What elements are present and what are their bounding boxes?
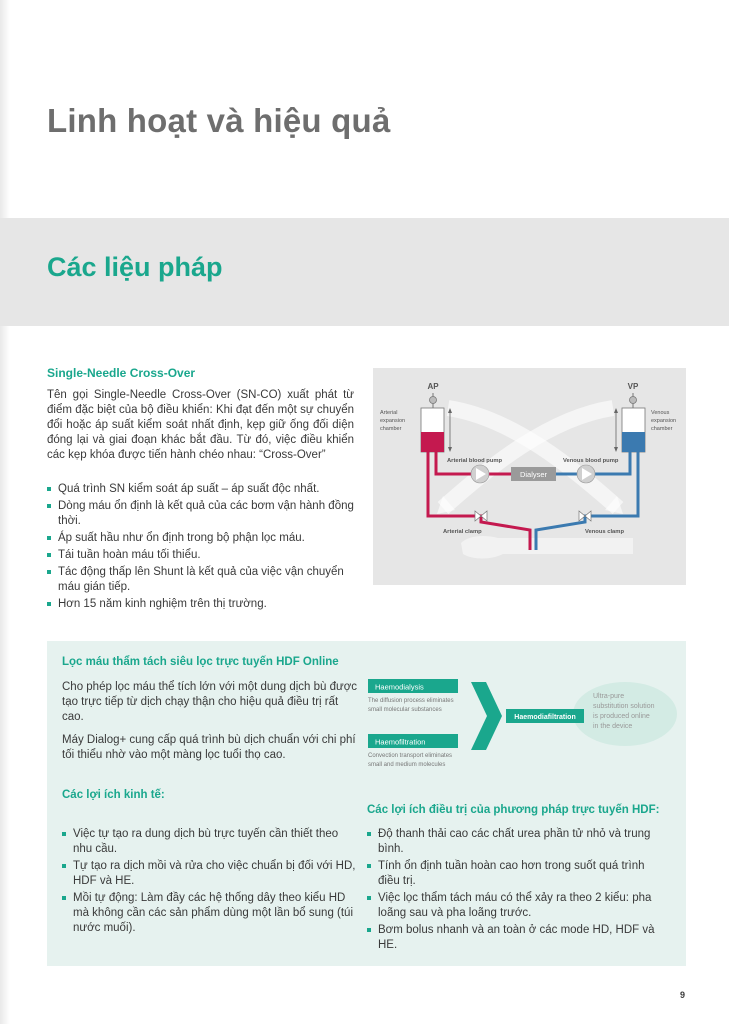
clinical-benefits-title: Các lợi ích điều trị của phương pháp trực tuyến HDF: bbox=[367, 804, 660, 816]
bullet-text: Bơm bolus nhanh và an toàn ở các mode HD, HDF và HE. bbox=[378, 924, 655, 951]
venous-chamber-fill bbox=[622, 432, 645, 452]
arterial-clamp-label: Arterial clamp bbox=[443, 529, 482, 535]
ap-gauge-icon bbox=[430, 397, 437, 404]
bullet-text: Mồi tự động: Làm đầy các hệ thống dây theo kiểu HD mà không cần các sản phẩm dùng một lần bổ sung (túi nước muối). bbox=[73, 892, 354, 934]
bullet-text: Tự tạo ra dịch mồi và rửa cho việc chuẩn bị đối với HD, HDF và HE. bbox=[73, 860, 356, 887]
ap-label: AP bbox=[427, 382, 439, 391]
list-item bbox=[62, 859, 357, 889]
bullet-square-icon bbox=[367, 928, 371, 932]
bullet-square-icon bbox=[62, 832, 66, 836]
list-item bbox=[367, 923, 667, 953]
economic-benefits-title: Các lợi ích kinh tế: bbox=[62, 789, 165, 801]
bullet-square-icon bbox=[47, 602, 51, 606]
clinical-benefits-list bbox=[367, 827, 667, 955]
hdf-title: Lọc máu thẩm tách siêu lọc trực tuyến HDF Online bbox=[62, 656, 339, 668]
dialyser-label: Dialyser bbox=[519, 470, 548, 479]
chevron-arrow-icon bbox=[471, 682, 502, 750]
diagram-svg bbox=[373, 368, 686, 585]
venous-clamp-label: Venous clamp bbox=[585, 529, 624, 535]
page-edge-shadow bbox=[0, 0, 10, 1024]
single-needle-bullets bbox=[47, 482, 357, 614]
bullet-text: Tính ổn định tuần hoàn cao hơn trong suốt quá trình điều trị. bbox=[378, 860, 645, 887]
hdf-paragraph-2: Máy Dialog+ cung cấp quá trình bù dịch chuẩn với chi phí tối thiểu nhờ vào một màng lọc tuổi thọ cao. bbox=[62, 734, 356, 761]
hdf-online-panel bbox=[47, 641, 686, 966]
section-title: Các liệu pháp bbox=[47, 252, 223, 282]
arrowhead-icon bbox=[448, 447, 452, 452]
arterial-pump-label: Arterial blood pump bbox=[447, 458, 503, 464]
bullet-text: Áp suất hầu như ổn định trong bộ phận lọc máu. bbox=[58, 532, 305, 544]
arrowhead-icon bbox=[614, 447, 618, 452]
section-band bbox=[0, 218, 729, 326]
list-item bbox=[367, 827, 667, 857]
list-item bbox=[62, 891, 357, 936]
bullet-square-icon bbox=[47, 487, 51, 491]
haemodiafiltration-label: Haemodiafiltration bbox=[514, 714, 576, 721]
arterial-chamber-fill bbox=[421, 432, 444, 452]
bullet-square-icon bbox=[47, 553, 51, 557]
bullet-square-icon bbox=[367, 896, 371, 900]
haemodialysis-label: Haemodialysis bbox=[375, 682, 424, 692]
venous-chamber-label: Venous expansion chamber bbox=[651, 410, 677, 432]
bullet-square-icon bbox=[62, 896, 66, 900]
list-item bbox=[367, 891, 667, 921]
hdf-paragraph-1: Cho phép lọc máu thể tích lớn với một dung dịch bù được tạo trực tiếp từ dịch chạy thận cho hiệu quả điều trị rất cao. bbox=[62, 681, 357, 723]
bullet-text: Việc lọc thẩm tách máu có thể xảy ra theo 2 kiểu: pha loãng sau và pha loãng trước. bbox=[378, 892, 652, 919]
haemodialysis-desc: The diffusion process eliminates small molecular substances bbox=[368, 698, 454, 713]
arrowhead-icon bbox=[614, 408, 618, 413]
vp-label: VP bbox=[627, 382, 639, 391]
bullet-text: Tái tuần hoàn máu tối thiểu. bbox=[58, 549, 201, 561]
arterial-chamber-label: Arterial expansion chamber bbox=[380, 410, 406, 432]
bullet-text: Độ thanh thải cao các chất urea phần tử nhỏ và trung bình. bbox=[378, 828, 651, 855]
single-needle-paragraph: Tên gọi Single-Needle Cross-Over (SN-CO) xuất phát từ điểm đặc biệt của bộ điều khiển: Khi đạt đến một sự chuyển đổi hoặc áp suất kiểm soát nhất định, kẹp giữ ống đối diện đóng lại và giai đoạn khác bắt đầu. Từ đó, việc điều khiển các kẹp khóa được tiến hành chéo nhau: “Cross-Over” bbox=[47, 389, 354, 461]
hdf-flow-diagram bbox=[363, 668, 681, 773]
page-number: 9 bbox=[680, 990, 686, 1000]
economic-benefits-list bbox=[62, 827, 357, 938]
ultrapure-text: Ultra-pure substitution solution is produced online in the device bbox=[593, 693, 655, 730]
bullet-text: Dòng máu ổn định là kết quả của các bơm vận hành đồng thời. bbox=[58, 500, 354, 527]
bullet-square-icon bbox=[62, 864, 66, 868]
vp-gauge-icon bbox=[630, 397, 637, 404]
venous-pump-label: Venous blood pump bbox=[563, 458, 619, 464]
bullet-text: Việc tự tạo ra dung dịch bù trực tuyến cần thiết theo nhu cầu. bbox=[73, 828, 339, 855]
haemofiltration-label: Haemofiltration bbox=[375, 737, 426, 747]
list-item bbox=[47, 597, 357, 612]
single-needle-diagram bbox=[373, 368, 686, 585]
list-item bbox=[47, 531, 357, 546]
haemofiltration-desc: Convection transport eliminates small and medium molecules bbox=[368, 753, 453, 768]
bullet-square-icon bbox=[47, 504, 51, 508]
bullet-square-icon bbox=[367, 832, 371, 836]
bullet-text: Tác động thấp lên Shunt là kết quả của việc vận chuyển máu gián tiếp. bbox=[58, 566, 344, 593]
page-title: Linh hoạt và hiệu quả bbox=[47, 102, 391, 139]
list-item bbox=[47, 565, 357, 595]
bullet-text: Hơn 15 năm kinh nghiệm trên thị trường. bbox=[58, 598, 267, 610]
single-needle-heading: Single-Needle Cross-Over bbox=[47, 366, 196, 380]
arm-silhouette bbox=[461, 536, 633, 559]
list-item bbox=[367, 859, 667, 889]
bullet-text: Quá trình SN kiểm soát áp suất – áp suất độc nhất. bbox=[58, 483, 320, 495]
bullet-square-icon bbox=[47, 570, 51, 574]
list-item bbox=[47, 482, 357, 497]
bullet-square-icon bbox=[47, 536, 51, 540]
list-item bbox=[47, 499, 357, 529]
bullet-square-icon bbox=[367, 864, 371, 868]
list-item bbox=[47, 548, 357, 563]
list-item bbox=[62, 827, 357, 857]
